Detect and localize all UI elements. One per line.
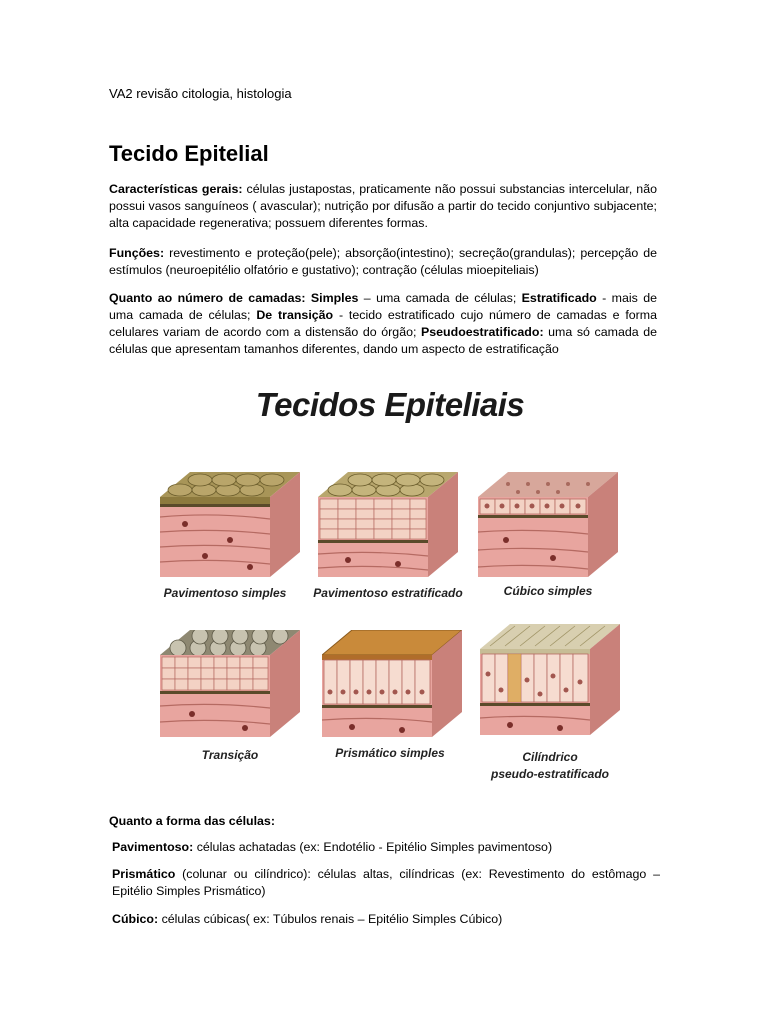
- label-prismatico-simples: Prismático simples: [335, 746, 445, 760]
- general-characteristics-text: células justapostas, praticamente não possui substancias intercelular, não possui vasos sanguíneos ( avascular); nutrição por difusão a partir do tecido conjuntivo subjacente; alta capacidade regenerativa; possuem diferentes formas.: [109, 182, 657, 230]
- paragraph-pavimentoso: [112, 839, 660, 856]
- cilindrico-pseudoestratificado-illustration: [480, 624, 620, 740]
- pavimentoso-label: Pavimentoso:: [112, 840, 194, 854]
- estratificado-term: Estratificado: [521, 291, 597, 305]
- epithelial-tissues-figure: [150, 380, 630, 790]
- prismatico-simples-illustration: [322, 630, 462, 742]
- forms-heading: Quanto a forma das células:: [109, 814, 275, 828]
- general-characteristics-label: Características gerais:: [109, 182, 243, 196]
- transicao-term: De transição: [256, 308, 334, 322]
- pseudo-term: Pseudoestratificado:: [421, 325, 544, 339]
- label-transicao: Transição: [201, 748, 259, 762]
- page-title: Tecido Epitelial: [109, 141, 269, 166]
- paragraph-cubico: [112, 911, 660, 928]
- prismatico-label: Prismático: [112, 867, 176, 881]
- layers-text-3: - tecido estratificado cujo número de camadas e forma celulares variam de acordo com a distensão do órgão;: [109, 308, 658, 339]
- pavimentoso-simples-illustration: [160, 472, 300, 582]
- cubico-simples-illustration: [478, 472, 618, 582]
- figure-title: Tecidos Epiteliais: [255, 386, 525, 423]
- paragraph-functions: [109, 245, 657, 279]
- functions-label: Funções:: [109, 246, 165, 260]
- label-cilindrico: Cilíndrico: [522, 750, 578, 764]
- document-header: VA2 revisão citologia, histologia: [109, 86, 292, 101]
- layers-text-1: – uma camada de células;: [358, 291, 522, 305]
- layers-intro: Quanto ao número de camadas:: [109, 291, 311, 305]
- simples-term: Simples: [310, 291, 359, 305]
- pavimentoso-text: células achatadas (ex: Endotélio - Epitélio Simples pavimentoso): [193, 840, 553, 854]
- paragraph-general-characteristics: [109, 181, 657, 232]
- label-pseudo-estratificado: pseudo-estratificado: [490, 767, 610, 781]
- layers-text-4: uma só camada de células que apresentam tamanhos diferentes, dando um aspecto de estratificação: [109, 325, 657, 356]
- label-pavimentoso-simples: Pavimentoso simples: [163, 586, 287, 600]
- label-pavimentoso-estratificado: Pavimentoso estratificado: [313, 586, 463, 600]
- transicao-illustration: [160, 630, 300, 742]
- label-cubico-simples: Cúbico simples: [503, 584, 593, 598]
- layers-text-2: - mais de uma camada de células;: [109, 291, 657, 322]
- paragraph-prismatico: [112, 866, 660, 900]
- paragraph-layers: [109, 290, 657, 358]
- prismatico-text: (colunar ou cilíndrico): células altas, cilíndricas (ex: Revestimento do estômago – Epitélio Simples Prismático): [112, 867, 660, 898]
- cubico-label: Cúbico:: [112, 912, 159, 926]
- cubico-text: células cúbicas( ex: Túbulos renais – Epitélio Simples Cúbico): [158, 912, 503, 926]
- pavimentoso-estratificado-illustration: [318, 472, 458, 582]
- functions-text: revestimento e proteção(pele); absorção(intestino); secreção(grandulas); percepção de estímulos (neuroepitélio olfatório e gustativo); contração (células mioepiteliais): [109, 246, 657, 277]
